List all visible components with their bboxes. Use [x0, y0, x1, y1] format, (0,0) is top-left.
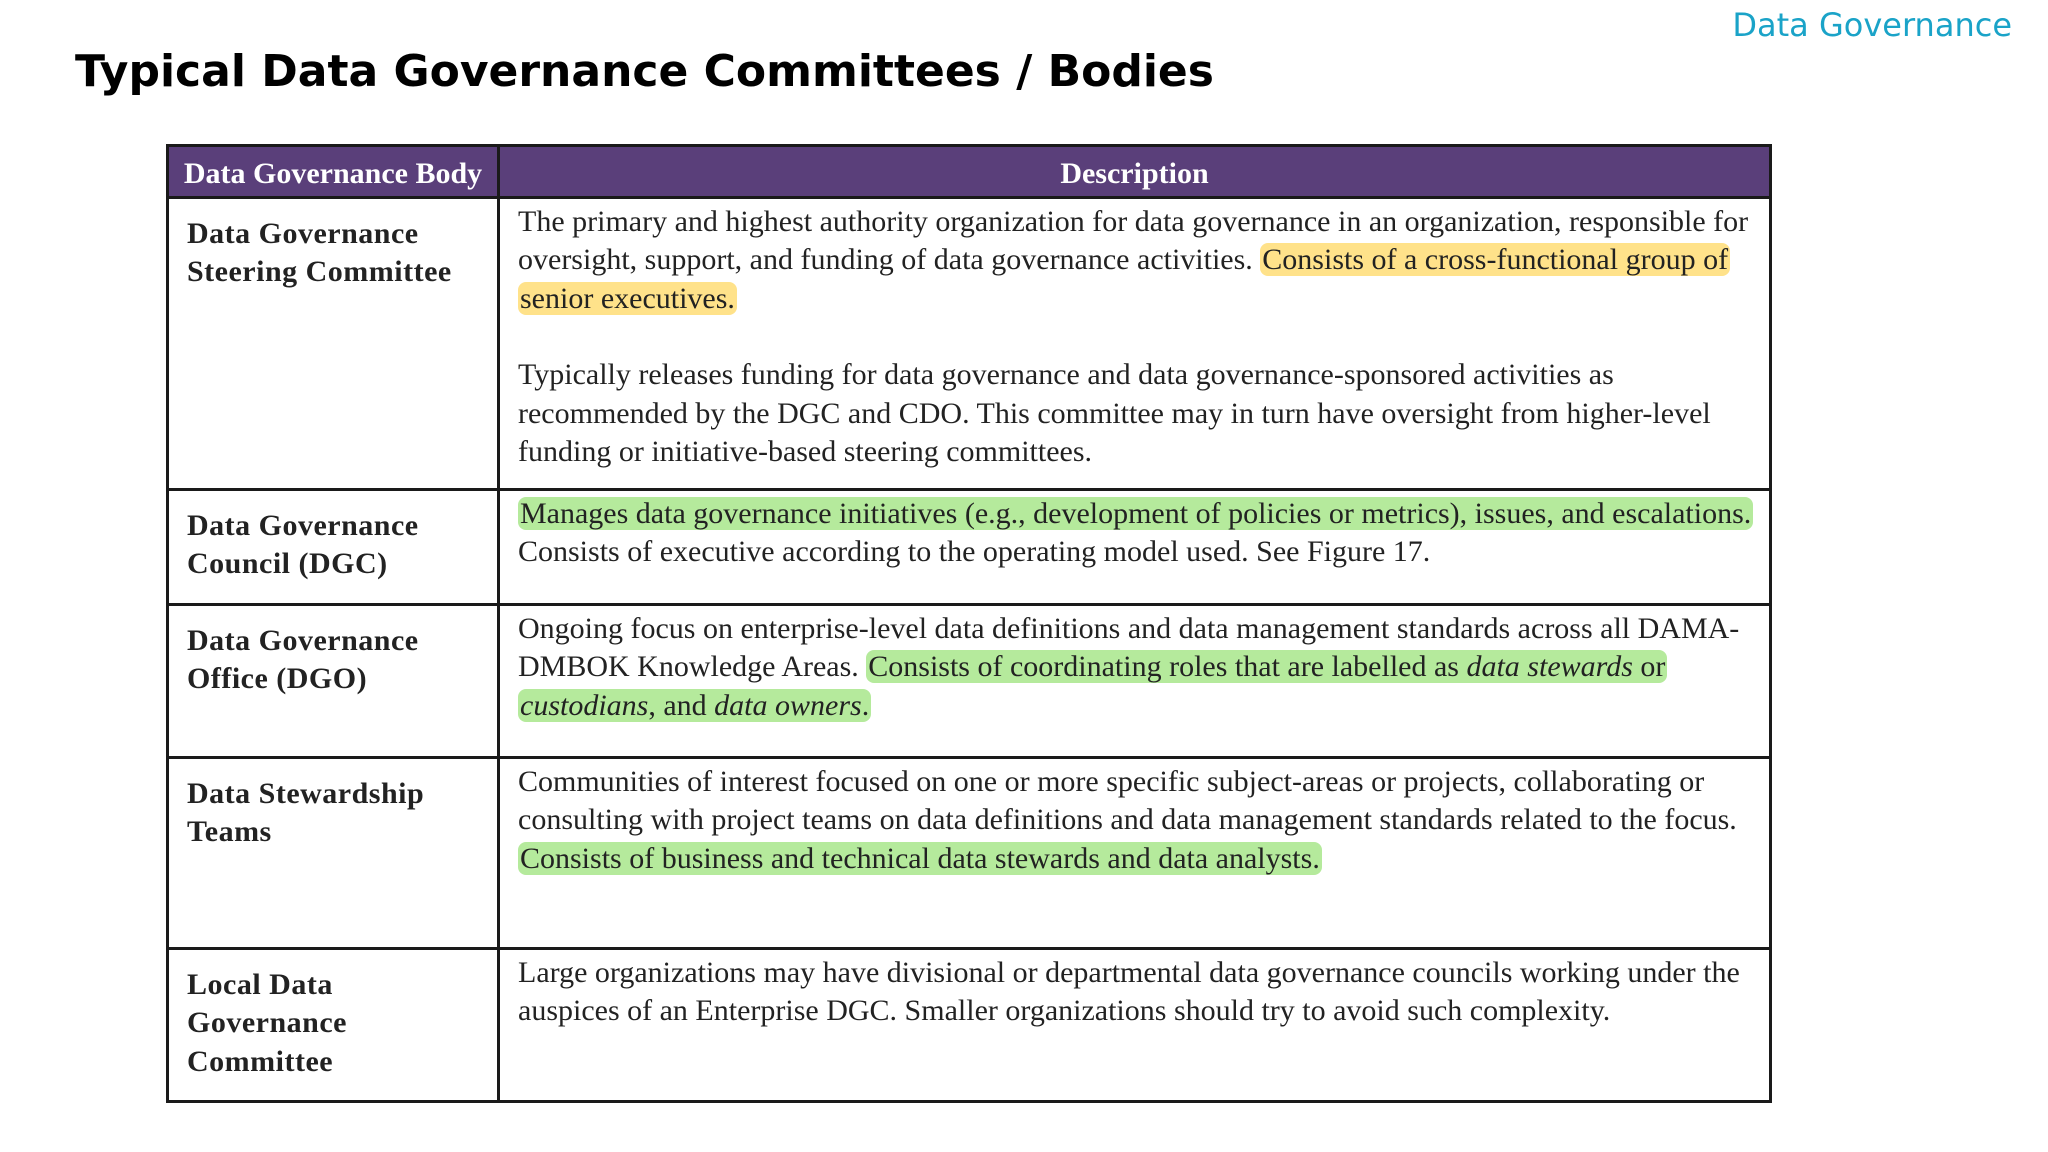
description-text: Typically releases funding for data governance and data governance-sponsored activities as recommended by the DGC and CDO. This committee may in turn have oversight from higher-level funding or initiative-based steering committees.: [518, 358, 1711, 468]
description-cell: [499, 197, 1771, 489]
body-name-cell: Data Stewardship Teams: [168, 757, 499, 948]
highlighted-text: Consists of a cross-functional group of senior executives.: [520, 243, 1729, 315]
column-header-body: Data Governance Body: [168, 146, 499, 198]
description-text: Consists of executive according to the operating model used. See Figure 17.: [518, 535, 1431, 568]
description-text: Communities of interest focused on one or more specific subject-areas or projects, collaborating or consulting with project teams on data definitions and data management standards related to the focus.: [518, 764, 1737, 836]
table-row: [168, 948, 1771, 1101]
table-row: [168, 604, 1771, 757]
description-cell: [499, 948, 1771, 1101]
italic-term: custodians: [520, 688, 649, 722]
highlighted-text: Consists of business and technical data stewards and data analysts.: [520, 841, 1320, 875]
highlighted-text: Manages data governance initiatives (e.g., development of policies or metrics), issues, and escalations.: [520, 496, 1752, 530]
description-text: The primary and highest authority organization for data governance in an organization, responsible for oversight, support, and funding of data governance activities.: [518, 204, 1749, 276]
body-name-cell: Data Governance Council (DGC): [168, 489, 499, 604]
italic-term: data stewards: [1466, 650, 1633, 683]
description-cell: [499, 604, 1771, 757]
highlighted-text-part: , and: [648, 688, 715, 722]
table-row: [168, 197, 1771, 489]
highlighted-text-part: or: [1632, 650, 1666, 683]
body-name-cell: Data Governance Office (DGO): [168, 604, 499, 757]
description-cell: [499, 489, 1771, 604]
slide-title: Typical Data Governance Committees / Bodies: [75, 46, 1214, 97]
body-name-cell: Local Data Governance Committee: [168, 948, 499, 1101]
description-text: Large organizations may have divisional or departmental data governance councils working under the auspices of an Enterprise DGC. Smaller organizations should try to avoid such complexity.: [518, 955, 1740, 1027]
description-paragraph: [518, 203, 1755, 319]
description-paragraph: [518, 356, 1755, 472]
table-header-row: [168, 146, 1771, 198]
table-row: [168, 489, 1771, 604]
description-cell: [499, 757, 1771, 948]
table-row: [168, 757, 1771, 948]
body-name-cell: Data Governance Steering Committee: [168, 197, 499, 489]
governance-bodies-table: [166, 144, 1772, 1103]
column-header-description: Description: [499, 146, 1771, 198]
slide-section-tag: Data Governance: [1732, 6, 2012, 44]
highlighted-text-part: .: [861, 688, 870, 722]
description-text: Ongoing focus on enterprise-level data definitions and data management standards across all DAMA-DMBOK Knowledge Areas.: [518, 611, 1740, 683]
italic-term: data owners: [714, 688, 862, 722]
highlighted-text-part: Consists of coordinating roles that are labelled as: [868, 650, 1467, 683]
